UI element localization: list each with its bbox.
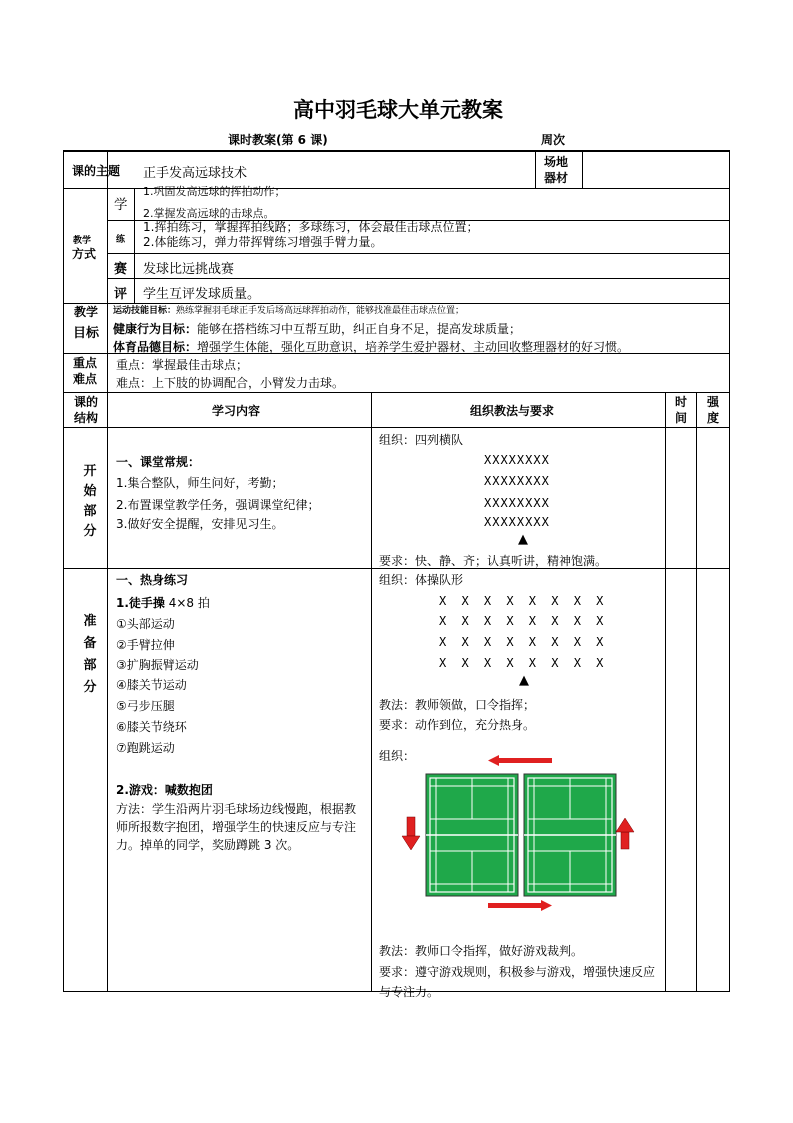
keypoints-label-2: 难点: [73, 372, 98, 386]
document-title: 高中羽毛球大单元教案: [293, 97, 503, 122]
prep-formation-row: X X X X X X X X: [439, 614, 608, 628]
exercise-item: ⑥膝关节绕环: [116, 720, 187, 734]
method-xue-char: 学: [114, 197, 128, 213]
goal-motor: 运动技能目标：熟练掌握羽毛球正手发后场高远球挥拍动作，能够找准最佳击球点位置；: [113, 306, 465, 316]
opening-item-1: 1.集合整队，师生问好，考勤；: [116, 476, 284, 490]
prep-requirement-2: 要求：遵守游戏规则，积极参与游戏，增强快速反应与专注力。: [379, 965, 656, 999]
method-sai-text: 发球比远挑战赛: [143, 262, 235, 277]
opening-formation-row: XXXXXXXX: [484, 515, 550, 529]
exercise-item: ①头部运动: [116, 617, 175, 631]
header-content: 学习内容: [212, 404, 261, 418]
keypoints-label-1: 重点: [73, 356, 98, 370]
exercise-item: ④膝关节运动: [116, 678, 187, 692]
opening-requirement: 要求：快、静、齐；认真听讲，精神饱满。: [379, 554, 608, 568]
header-structure-1: 课的: [74, 395, 99, 409]
goal-ethic: 体育品德目标：增强学生体能，强化互助意识，培养学生爱护器材、主动回收整理器材的好习惯。: [113, 340, 630, 354]
topic-value: 正手发高远球技术: [143, 166, 248, 181]
teacher-marker: ▲: [519, 673, 529, 688]
prep-org-label-2: 组织：: [379, 749, 416, 763]
header-time-1: 时: [675, 395, 688, 409]
prep-org-label: 组织：体操队形: [379, 573, 464, 587]
topic-label: 课的主题: [72, 164, 121, 178]
prep-method-1: 教法：教师领做，口令指挥；: [379, 698, 536, 712]
game-title: 2.游戏：喊数抱团: [116, 783, 213, 797]
arrow-up: [616, 818, 634, 849]
exercise-item: ⑦跑跳运动: [116, 741, 175, 755]
opening-formation-row: XXXXXXXX: [484, 496, 550, 510]
header-intensity-1: 强: [707, 395, 720, 409]
goal-health: 健康行为目标：能够在搭档练习中互帮互助，纠正自身不足，提高发球质量；: [113, 322, 522, 336]
exercise-item: ⑤弓步压腿: [116, 699, 175, 713]
opening-heading: 一、课堂常规：: [116, 455, 201, 469]
prep-requirement-1: 要求：动作到位，充分热身。: [379, 718, 536, 732]
prep-formation-row: X X X X X X X X: [439, 656, 608, 670]
goals-label-2: 目标: [73, 326, 100, 341]
opening-item-3: 3.做好安全提醒，安排见习生。: [116, 517, 284, 531]
method-xue-line2: 2.掌握发高远球的击球点。: [143, 207, 275, 220]
opening-section-label: 开 始 部 分: [83, 464, 97, 539]
header-intensity-2: 度: [707, 411, 720, 425]
method-lian-line2: 2.体能练习，弹力带挥臂练习增强手臂力量。: [143, 235, 383, 249]
teacher-marker: ▲: [518, 532, 528, 547]
header-organization: 组织教法与要求: [470, 404, 555, 418]
opening-formation-row: XXXXXXXX: [484, 474, 550, 488]
method-ping-text: 学生互评发球质量。: [143, 287, 261, 302]
method-xue-line1: 1.巩固发高远球的挥拍动作；: [143, 185, 286, 198]
court-left: [426, 774, 518, 896]
method-lian-line1: 1.挥拍练习，掌握挥拍线路；多球练习，体会最佳击球点位置；: [143, 220, 479, 234]
methods-label-small: 教学: [73, 236, 92, 246]
venue-label-2: 器材: [544, 171, 569, 185]
goals-label-1: 教学: [74, 305, 99, 319]
prep-heading: 一、热身练习: [116, 573, 189, 587]
opening-org-label: 组织：四列横队: [379, 433, 464, 447]
lesson-number-label: 课时教案(第 6 课): [228, 133, 328, 147]
arrow-right: [488, 900, 552, 911]
keypoint-key: 重点：掌握最佳击球点；: [116, 358, 249, 372]
prep-formation-row: X X X X X X X X: [439, 635, 608, 649]
exercise-item: ②手臂拉伸: [116, 638, 175, 652]
badminton-court-diagram: [398, 752, 638, 914]
arrow-left: [488, 755, 552, 766]
method-sai-char: 赛: [114, 262, 128, 277]
prep-sub1: 1.徒手操 4×8 拍: [116, 596, 210, 610]
header-structure-2: 结构: [74, 411, 99, 425]
exercise-item: ③扩胸振臂运动: [116, 658, 199, 672]
prep-method-2: 教法：教师口令指挥，做好游戏裁判。: [379, 944, 584, 958]
header-time-2: 间: [675, 411, 688, 425]
venue-label-1: 场地: [544, 155, 569, 169]
opening-formation-row: XXXXXXXX: [484, 453, 550, 467]
prep-formation-row: X X X X X X X X: [439, 594, 608, 608]
methods-label: 方式: [72, 247, 97, 261]
week-label: 周次: [541, 133, 566, 147]
method-lian-char: 练: [116, 235, 126, 245]
keypoint-difficulty: 难点：上下肢的协调配合，小臂发力击球。: [116, 376, 345, 390]
method-ping-char: 评: [114, 287, 128, 302]
game-description: 方法：学生沿两片羽毛球场边线慢跑，根据教师所报数字抱团，增强学生的快速反应与专注力。掉单的同学，奖励蹲跳 3 次。: [116, 802, 357, 852]
prep-section-label: 准 备 部 分: [83, 614, 97, 695]
arrow-down: [402, 817, 420, 850]
court-right: [524, 774, 616, 896]
opening-item-2: 2.布置课堂教学任务，强调课堂纪律；: [116, 498, 320, 512]
